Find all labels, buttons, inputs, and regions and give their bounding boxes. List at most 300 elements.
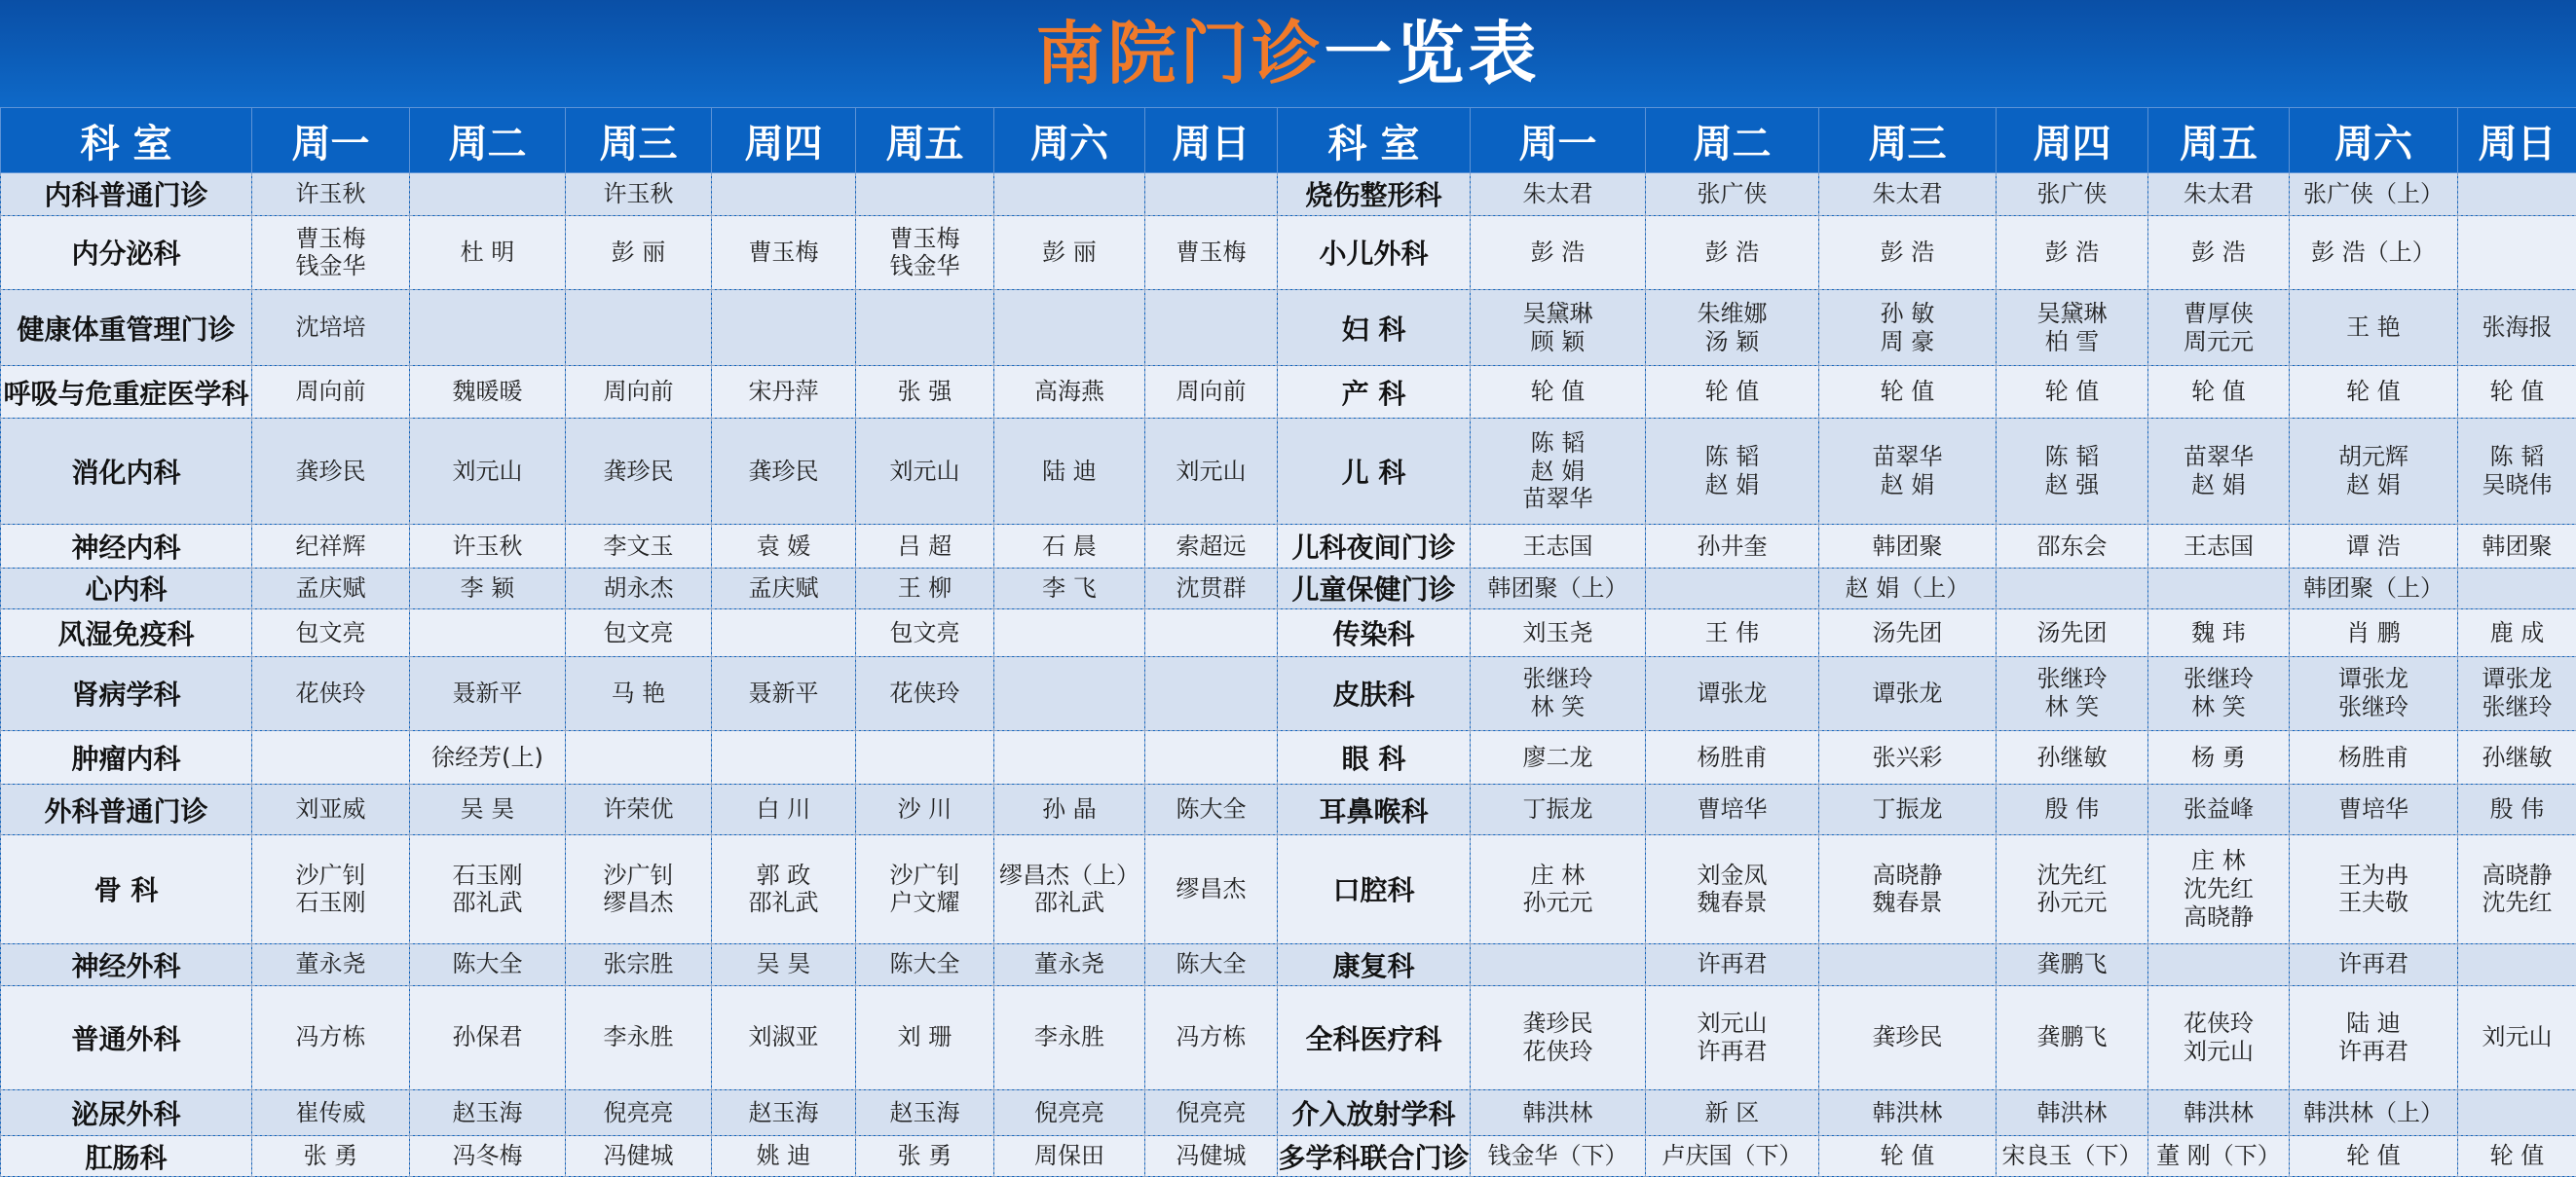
doctor-cell: 刘玉尧 xyxy=(1471,609,1646,657)
doctor-name: 庄 林 xyxy=(2191,847,2246,875)
doctor-cell: 王志国 xyxy=(2148,525,2290,569)
title-bar xyxy=(0,0,2576,107)
doctor-cell: 张 强 xyxy=(856,366,994,419)
doctor-cell: 朱太君 xyxy=(2148,173,2290,216)
header-weekday: 周三 xyxy=(566,108,712,173)
doctor-cell: 刘淑亚 xyxy=(712,985,856,1089)
doctor-name: 陈 韬 xyxy=(1530,428,1586,457)
doctor-cell: 新 区 xyxy=(1646,1089,1819,1136)
doctor-name: 赵 娟 xyxy=(1880,471,1935,499)
doctor-cell: 孙继敏 xyxy=(1997,730,2148,785)
title-rest: 一览表 xyxy=(1324,14,1541,93)
doctor-cell: 韩团聚 xyxy=(1819,525,1997,569)
doctor-name: 魏春景 xyxy=(1697,889,1768,917)
doctor-cell xyxy=(2458,944,2576,985)
doctor-cell xyxy=(1145,730,1278,785)
doctor-cell xyxy=(856,290,994,366)
doctor-cell: 张海报 xyxy=(2458,290,2576,366)
doctor-cell: 张宗胜 xyxy=(566,944,712,985)
doctor-cell: 龚鹏飞 xyxy=(1997,944,2148,985)
header-weekday: 周四 xyxy=(712,108,856,173)
doctor-name: 钱金华 xyxy=(889,252,960,280)
doctor-cell: 汤先团 xyxy=(1997,609,2148,657)
doctor-cell xyxy=(1819,944,1997,985)
doctor-cell: 白 川 xyxy=(712,785,856,835)
doctor-cell: 崔传威 xyxy=(252,1089,410,1136)
doctor-cell xyxy=(1997,290,2148,366)
doctor-cell: 孟庆赋 xyxy=(252,568,410,608)
doctor-cell: 钱金华（下） xyxy=(1471,1136,1646,1177)
doctor-name: 刘金凤 xyxy=(1697,861,1768,889)
department-cell: 呼吸与危重症医学科 xyxy=(1,366,252,419)
doctor-cell: 包文亮 xyxy=(566,609,712,657)
doctor-cell: 周保田 xyxy=(994,1136,1145,1177)
doctor-cell: 李文玉 xyxy=(566,525,712,569)
department-cell: 口腔科 xyxy=(1278,834,1471,943)
department-cell: 耳鼻喉科 xyxy=(1278,785,1471,835)
doctor-cell: 殷 伟 xyxy=(2458,785,2576,835)
doctor-cell: 韩团聚（上） xyxy=(1471,568,1646,608)
doctor-cell: 索超远 xyxy=(1145,525,1278,569)
doctor-cell: 杨 勇 xyxy=(2148,730,2290,785)
doctor-cell xyxy=(410,834,566,943)
doctor-cell xyxy=(2458,568,2576,608)
doctor-name: 刘元山 xyxy=(1697,1009,1768,1037)
header-weekday: 周一 xyxy=(252,108,410,173)
doctor-cell xyxy=(994,173,1145,216)
doctor-cell: 赵玉海 xyxy=(410,1089,566,1136)
doctor-name: 赵 强 xyxy=(2044,471,2100,499)
header-weekday: 周二 xyxy=(1646,108,1819,173)
doctor-cell: 吴 昊 xyxy=(712,944,856,985)
doctor-cell: 倪亮亮 xyxy=(994,1089,1145,1136)
table-row xyxy=(1,1136,2576,1177)
doctor-name: 户文耀 xyxy=(889,889,960,917)
doctor-name: 张继玲 xyxy=(2184,665,2254,693)
department-cell: 健康体重管理门诊 xyxy=(1,290,252,366)
header-weekday: 周三 xyxy=(1819,108,1997,173)
doctor-cell: 轮 值 xyxy=(1646,366,1819,419)
header-row xyxy=(1,108,2576,173)
doctor-cell xyxy=(994,656,1145,730)
doctor-cell: 刘亚威 xyxy=(252,785,410,835)
department-cell: 烧伤整形科 xyxy=(1278,173,1471,216)
doctor-name: 许再君 xyxy=(2338,1037,2408,1065)
doctor-cell xyxy=(1471,985,1646,1089)
doctor-cell: 许玉秋 xyxy=(566,173,712,216)
doctor-name: 龚珍民 xyxy=(1522,1009,1593,1037)
doctor-name: 张继玲 xyxy=(2036,665,2108,693)
department-cell: 儿 科 xyxy=(1278,418,1471,524)
doctor-cell: 陈大全 xyxy=(410,944,566,985)
doctor-cell: 杜 明 xyxy=(410,215,566,290)
doctor-cell xyxy=(712,609,856,657)
table-row xyxy=(1,215,2576,290)
table-row xyxy=(1,418,2576,524)
doctor-cell: 许再君 xyxy=(1646,944,1819,985)
doctor-name: 魏春景 xyxy=(1872,889,1943,917)
doctor-name: 沈先红 xyxy=(2036,861,2108,889)
doctor-cell: 王 柳 xyxy=(856,568,994,608)
doctor-name: 周 豪 xyxy=(1880,327,1935,355)
doctor-cell: 轮 值 xyxy=(2458,366,2576,419)
doctor-cell: 吕 超 xyxy=(856,525,994,569)
doctor-cell xyxy=(1471,418,1646,524)
doctor-cell xyxy=(2458,215,2576,290)
doctor-cell: 张 勇 xyxy=(856,1136,994,1177)
doctor-cell: 孙 晶 xyxy=(994,785,1145,835)
doctor-cell xyxy=(1471,290,1646,366)
doctor-name: 邵礼武 xyxy=(1034,889,1104,917)
doctor-cell: 许玉秋 xyxy=(252,173,410,216)
department-cell: 骨 科 xyxy=(1,834,252,943)
doctor-cell: 张广侠 xyxy=(1646,173,1819,216)
department-cell: 神经外科 xyxy=(1,944,252,985)
doctor-cell: 陆 迪 xyxy=(994,418,1145,524)
department-cell: 儿童保健门诊 xyxy=(1278,568,1471,608)
department-cell: 肛肠科 xyxy=(1,1136,252,1177)
doctor-cell: 廖二龙 xyxy=(1471,730,1646,785)
department-cell: 风湿免疫科 xyxy=(1,609,252,657)
doctor-name: 林 笑 xyxy=(1530,693,1586,721)
doctor-cell: 纪祥辉 xyxy=(252,525,410,569)
doctor-cell xyxy=(2148,418,2290,524)
doctor-name: 谭张龙 xyxy=(2482,665,2553,693)
doctor-cell: 张 勇 xyxy=(252,1136,410,1177)
doctor-cell: 冯方栋 xyxy=(1145,985,1278,1089)
table-row xyxy=(1,944,2576,985)
doctor-cell: 姚 迪 xyxy=(712,1136,856,1177)
department-cell: 消化内科 xyxy=(1,418,252,524)
doctor-name: 周元元 xyxy=(2184,327,2254,355)
doctor-cell xyxy=(994,290,1145,366)
doctor-cell xyxy=(1646,418,1819,524)
doctor-cell: 彭 丽 xyxy=(994,215,1145,290)
doctor-cell: 张广侠（上） xyxy=(2290,173,2458,216)
doctor-cell: 谭张龙 xyxy=(1819,656,1997,730)
doctor-cell: 韩洪林 xyxy=(1819,1089,1997,1136)
department-cell: 神经内科 xyxy=(1,525,252,569)
doctor-cell: 石 晨 xyxy=(994,525,1145,569)
header-weekday: 周日 xyxy=(1145,108,1278,173)
doctor-name: 谭张龙 xyxy=(2338,665,2408,693)
doctor-name: 赵 娟 xyxy=(1530,457,1586,485)
doctor-cell xyxy=(856,730,994,785)
doctor-cell: 徐经芳(上) xyxy=(410,730,566,785)
doctor-cell: 赵玉海 xyxy=(712,1089,856,1136)
doctor-cell: 彭 浩 xyxy=(1819,215,1997,290)
doctor-name: 汤 颖 xyxy=(1704,327,1760,355)
doctor-cell: 彭 浩 xyxy=(1471,215,1646,290)
doctor-name: 王为冉 xyxy=(2338,861,2408,889)
doctor-cell: 李 飞 xyxy=(994,568,1145,608)
doctor-name: 林 笑 xyxy=(2191,693,2246,721)
doctor-cell: 轮 值 xyxy=(1471,366,1646,419)
doctor-cell xyxy=(1145,290,1278,366)
doctor-cell: 王 艳 xyxy=(2290,290,2458,366)
doctor-name: 缪昌杰 xyxy=(603,889,674,917)
doctor-cell xyxy=(2148,834,2290,943)
doctor-name: 曹玉梅 xyxy=(889,224,960,252)
doctor-cell: 韩洪林 xyxy=(1471,1089,1646,1136)
doctor-name: 张继玲 xyxy=(2338,693,2408,721)
table-row xyxy=(1,730,2576,785)
doctor-cell xyxy=(2148,944,2290,985)
department-cell: 全科医疗科 xyxy=(1278,985,1471,1089)
table-row xyxy=(1,609,2576,657)
header-weekday: 周五 xyxy=(2148,108,2290,173)
doctor-cell: 轮 值 xyxy=(2290,1136,2458,1177)
doctor-cell: 朱太君 xyxy=(1819,173,1997,216)
doctor-cell xyxy=(410,173,566,216)
doctor-cell: 刘元山 xyxy=(1145,418,1278,524)
header-weekday: 周五 xyxy=(856,108,994,173)
doctor-cell: 李永胜 xyxy=(566,985,712,1089)
doctor-name: 吴黛琳 xyxy=(1522,300,1593,328)
doctor-cell xyxy=(1646,985,1819,1089)
department-cell: 皮肤科 xyxy=(1278,656,1471,730)
doctor-cell xyxy=(566,730,712,785)
header-weekday: 周四 xyxy=(1997,108,2148,173)
doctor-cell: 倪亮亮 xyxy=(1145,1089,1278,1136)
doctor-cell: 龚珍民 xyxy=(252,418,410,524)
doctor-name: 陈 韬 xyxy=(1704,443,1760,471)
doctor-cell xyxy=(856,173,994,216)
doctor-cell xyxy=(1646,568,1819,608)
doctor-cell xyxy=(252,730,410,785)
doctor-cell xyxy=(2458,173,2576,216)
doctor-name: 花侠玲 xyxy=(1522,1037,1593,1065)
doctor-cell: 杨胜甫 xyxy=(2290,730,2458,785)
doctor-cell: 殷 伟 xyxy=(1997,785,2148,835)
doctor-cell: 宋良玉（下） xyxy=(1997,1136,2148,1177)
doctor-cell xyxy=(1819,834,1997,943)
doctor-cell: 鹿 成 xyxy=(2458,609,2576,657)
doctor-cell xyxy=(2290,656,2458,730)
doctor-cell: 谭张龙 xyxy=(1646,656,1819,730)
clinic-schedule-table xyxy=(0,107,2576,1177)
doctor-cell xyxy=(2290,834,2458,943)
doctor-cell: 董永尧 xyxy=(252,944,410,985)
doctor-cell xyxy=(2290,985,2458,1089)
doctor-cell: 宋丹萍 xyxy=(712,366,856,419)
doctor-cell: 韩团聚（上） xyxy=(2290,568,2458,608)
doctor-cell: 卢庆国（下） xyxy=(1646,1136,1819,1177)
doctor-cell: 张益峰 xyxy=(2148,785,2290,835)
doctor-cell xyxy=(1646,290,1819,366)
doctor-name: 陈 韬 xyxy=(2044,443,2100,471)
department-cell: 普通外科 xyxy=(1,985,252,1089)
doctor-name: 高晓静 xyxy=(2184,902,2254,931)
doctor-name: 苗翠华 xyxy=(1522,485,1593,513)
doctor-cell: 董永尧 xyxy=(994,944,1145,985)
doctor-cell: 彭 浩 xyxy=(2148,215,2290,290)
doctor-cell: 轮 值 xyxy=(1819,366,1997,419)
doctor-cell xyxy=(1471,944,1646,985)
doctor-cell: 冯方栋 xyxy=(252,985,410,1089)
doctor-cell: 吴 昊 xyxy=(410,785,566,835)
doctor-name: 高晓静 xyxy=(2482,861,2553,889)
doctor-cell: 轮 值 xyxy=(2148,366,2290,419)
doctor-cell xyxy=(1145,656,1278,730)
doctor-cell xyxy=(856,215,994,290)
doctor-cell xyxy=(1997,418,2148,524)
doctor-cell xyxy=(856,834,994,943)
doctor-cell: 轮 值 xyxy=(2290,366,2458,419)
doctor-name: 沙广钊 xyxy=(889,861,960,889)
doctor-cell xyxy=(712,173,856,216)
doctor-cell: 王志国 xyxy=(1471,525,1646,569)
doctor-cell: 曹玉梅 xyxy=(1145,215,1278,290)
doctor-cell: 沈培培 xyxy=(252,290,410,366)
doctor-name: 曹玉梅 xyxy=(295,224,366,252)
doctor-name: 高晓静 xyxy=(1872,861,1943,889)
department-cell: 心内科 xyxy=(1,568,252,608)
doctor-cell: 陈大全 xyxy=(856,944,994,985)
doctor-cell: 杨胜甫 xyxy=(1646,730,1819,785)
doctor-cell xyxy=(2458,834,2576,943)
table-row xyxy=(1,656,2576,730)
doctor-cell xyxy=(252,834,410,943)
doctor-name: 许再君 xyxy=(1697,1037,1768,1065)
doctor-cell: 胡永杰 xyxy=(566,568,712,608)
doctor-cell: 朱太君 xyxy=(1471,173,1646,216)
doctor-name: 钱金华 xyxy=(295,252,366,280)
doctor-cell: 沈贯群 xyxy=(1145,568,1278,608)
doctor-cell: 曹培华 xyxy=(2290,785,2458,835)
table-row xyxy=(1,985,2576,1089)
department-cell: 介入放射学科 xyxy=(1278,1089,1471,1136)
doctor-name: 孙元元 xyxy=(1522,889,1593,917)
doctor-cell: 倪亮亮 xyxy=(566,1089,712,1136)
doctor-cell: 轮 值 xyxy=(1997,366,2148,419)
table-row xyxy=(1,834,2576,943)
doctor-name: 吴晓伟 xyxy=(2482,471,2553,499)
doctor-cell: 韩洪林（上） xyxy=(2290,1089,2458,1136)
doctor-cell: 肖 鹏 xyxy=(2290,609,2458,657)
doctor-cell: 彭 浩（上） xyxy=(2290,215,2458,290)
doctor-cell: 刘元山 xyxy=(2458,985,2576,1089)
doctor-cell: 陈大全 xyxy=(1145,785,1278,835)
department-cell: 内分泌科 xyxy=(1,215,252,290)
doctor-name: 缪昌杰（上） xyxy=(999,861,1139,889)
doctor-cell: 沙 川 xyxy=(856,785,994,835)
doctor-name: 林 笑 xyxy=(2044,693,2100,721)
table-row xyxy=(1,568,2576,608)
doctor-cell: 陈大全 xyxy=(1145,944,1278,985)
header-weekday: 周日 xyxy=(2458,108,2576,173)
doctor-name: 石玉刚 xyxy=(452,861,523,889)
header-weekday: 周二 xyxy=(410,108,566,173)
doctor-cell: 龚珍民 xyxy=(1819,985,1997,1089)
doctor-cell: 赵玉海 xyxy=(856,1089,994,1136)
department-cell: 眼 科 xyxy=(1278,730,1471,785)
doctor-cell: 刘元山 xyxy=(856,418,994,524)
doctor-name: 苗翠华 xyxy=(1872,443,1943,471)
doctor-cell: 丁振龙 xyxy=(1471,785,1646,835)
doctor-cell xyxy=(2458,656,2576,730)
doctor-cell xyxy=(410,290,566,366)
doctor-cell xyxy=(712,834,856,943)
doctor-cell xyxy=(712,290,856,366)
doctor-name: 柏 雪 xyxy=(2044,327,2100,355)
doctor-cell: 邵东会 xyxy=(1997,525,2148,569)
doctor-cell xyxy=(994,609,1145,657)
doctor-cell: 刘元山 xyxy=(410,418,566,524)
doctor-cell xyxy=(2148,985,2290,1089)
doctor-cell: 韩洪林 xyxy=(2148,1089,2290,1136)
doctor-cell xyxy=(994,730,1145,785)
doctor-cell: 包文亮 xyxy=(856,609,994,657)
doctor-cell: 赵 娟（上） xyxy=(1819,568,1997,608)
doctor-name: 朱维娜 xyxy=(1697,300,1768,328)
doctor-cell: 孙继敏 xyxy=(2458,730,2576,785)
doctor-cell: 孙井奎 xyxy=(1646,525,1819,569)
doctor-cell: 高海燕 xyxy=(994,366,1145,419)
doctor-cell: 许玉秋 xyxy=(410,525,566,569)
doctor-cell xyxy=(994,834,1145,943)
doctor-cell xyxy=(1646,834,1819,943)
doctor-name: 庄 林 xyxy=(1530,861,1586,889)
doctor-name: 沈先红 xyxy=(2184,875,2254,903)
doctor-cell: 周向前 xyxy=(252,366,410,419)
doctor-cell: 汤先团 xyxy=(1819,609,1997,657)
doctor-cell: 刘 珊 xyxy=(856,985,994,1089)
department-cell: 儿科夜间门诊 xyxy=(1278,525,1471,569)
doctor-cell xyxy=(566,290,712,366)
doctor-cell: 龚珍民 xyxy=(712,418,856,524)
doctor-cell xyxy=(2148,290,2290,366)
table-row xyxy=(1,366,2576,419)
doctor-name: 曹厚侠 xyxy=(2184,300,2254,328)
doctor-cell: 丁振龙 xyxy=(1819,785,1997,835)
doctor-name: 张继玲 xyxy=(2482,693,2553,721)
department-cell: 肿瘤内科 xyxy=(1,730,252,785)
doctor-cell xyxy=(410,609,566,657)
doctor-cell: 许再君 xyxy=(2290,944,2458,985)
department-cell: 泌尿外科 xyxy=(1,1089,252,1136)
doctor-cell: 韩洪林 xyxy=(1997,1089,2148,1136)
doctor-cell xyxy=(566,834,712,943)
doctor-cell: 许荣优 xyxy=(566,785,712,835)
doctor-name: 陆 迪 xyxy=(2346,1009,2401,1037)
table-row xyxy=(1,173,2576,216)
doctor-cell: 花侠玲 xyxy=(252,656,410,730)
doctor-cell: 孙保君 xyxy=(410,985,566,1089)
doctor-cell: 谭 浩 xyxy=(2290,525,2458,569)
doctor-cell xyxy=(1145,609,1278,657)
page-title xyxy=(1035,14,1541,93)
doctor-cell: 魏 玮 xyxy=(2148,609,2290,657)
doctor-cell xyxy=(1819,290,1997,366)
header-department: 科 室 xyxy=(1,108,252,173)
doctor-cell: 龚珍民 xyxy=(566,418,712,524)
doctor-cell: 彭 浩 xyxy=(1646,215,1819,290)
doctor-cell: 轮 值 xyxy=(2458,1136,2576,1177)
header-weekday: 周六 xyxy=(994,108,1145,173)
doctor-name: 顾 颖 xyxy=(1530,327,1586,355)
department-cell: 小儿外科 xyxy=(1278,215,1471,290)
department-cell: 内科普通门诊 xyxy=(1,173,252,216)
doctor-name: 沙广钊 xyxy=(603,861,674,889)
doctor-cell xyxy=(252,215,410,290)
doctor-cell xyxy=(1819,418,1997,524)
doctor-cell: 张兴彩 xyxy=(1819,730,1997,785)
doctor-cell: 王 伟 xyxy=(1646,609,1819,657)
doctor-cell: 李永胜 xyxy=(994,985,1145,1089)
title-highlight: 南院门诊 xyxy=(1035,14,1325,93)
doctor-cell: 冯健城 xyxy=(566,1136,712,1177)
